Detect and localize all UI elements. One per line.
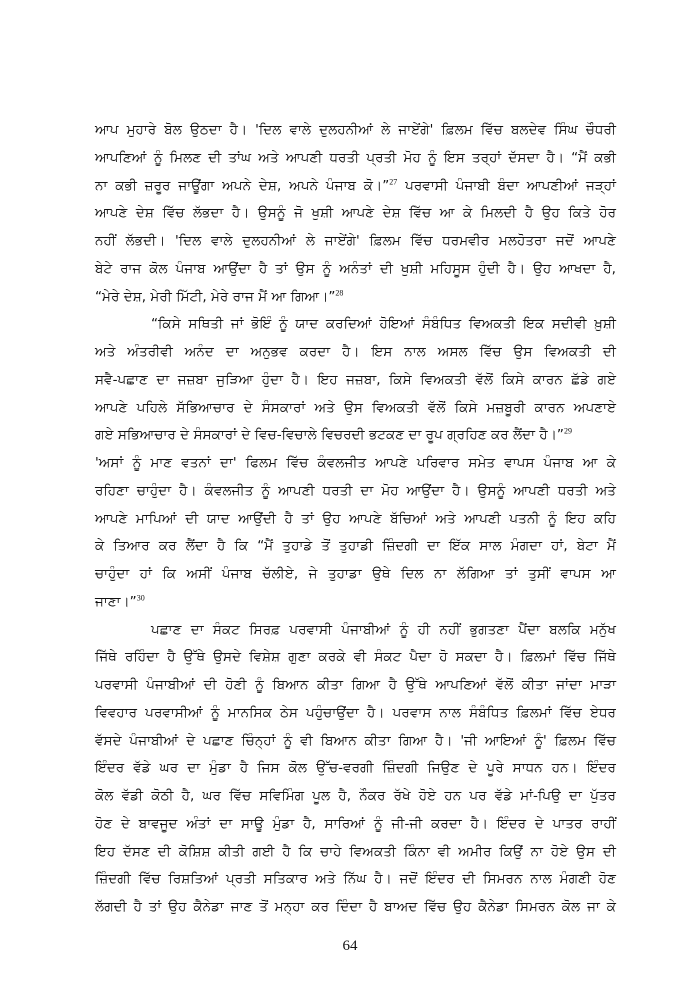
line-text: ਪਰਵਾਸੀ ਪੰਜਾਬੀਆਂ ਦੀ ਹੋਣੀ ਨੂੰ ਬਿਆਨ ਕੀਤਾ ਗਿਆ ਹੈ ਉੱਥੇ ਆਪਣਿਆਂ ਵੱਲੋਂ ਕੀਤਾ ਜਾਂਦਾ ਮਾੜਾ — [95, 677, 616, 693]
text-line — [95, 478, 616, 506]
text-line — [95, 506, 616, 534]
line-text: “ਮੇਰੇ ਦੇਸ਼, ਮੇਰੀ ਮਿੱਟੀ, ਮੇਰੇ ਰਾਜ ਮੈਂ ਆ ਗਿਆ।” — [95, 288, 336, 305]
line-text: ਵਿਵਹਾਰ ਪਰਵਾਸੀਆਂ ਨੂੰ ਮਾਨਸਿਕ ਠੇਸ ਪਹੁੰਚਾਉਂਦਾ ਹੈ। ਪਰਵਾਸ ਨਾਲ ਸੰਬੰਧਿਤ ਫ਼ਿਲਮਾਂ ਵਿੱਚ ਏਧਰ — [95, 704, 616, 721]
text-line — [95, 533, 616, 561]
line-text: ਲੱਗਦੀ ਹੈ ਤਾਂ ਉਹ ਕੈਨੇਡਾ ਜਾਣ ਤੋਂ ਮਨ੍ਹਾ ਕਰ ਦਿੰਦਾ ਹੈ ਬਾਅਦ ਵਿੱਚ ਉਹ ਕੈਨੇਡਾ ਸਿਮਰਨ ਕੋਲ ਜਾ ਕੇ — [95, 899, 616, 915]
text-line — [95, 617, 616, 645]
line-text: ਕੇ ਤਿਆਰ ਕਰ ਲੈਂਦਾ ਹੈ ਕਿ “ਮੈਂ ਤੁਹਾਡੇ ਤੋਂ ਤੁਹਾਡੀ ਜ਼ਿੰਦਗੀ ਦਾ ਇੱਕ ਸਾਲ ਮੰਗਦਾ ਹਾਂ, ਬੇਟਾ ਮੈਂ — [95, 538, 616, 555]
paragraph — [95, 117, 616, 311]
footnote-marker: 30 — [136, 593, 145, 603]
text-line — [95, 894, 616, 922]
line-text: ਵੱਸਦੇ ਪੰਜਾਬੀਆਂ ਦੇ ਪਛਾਣ ਚਿੰਨ੍ਹਾਂ ਨੂੰ ਵੀ ਬਿਆਨ ਕੀਤਾ ਗਿਆ ਹੈ। 'ਜੀ ਆਇਆਂ ਨੂੰ' ਫ਼ਿਲਮ ਵਿੱਚ — [95, 732, 616, 749]
text-line — [95, 783, 616, 811]
text-line — [95, 395, 616, 423]
footnote-marker: 27 — [389, 176, 398, 186]
text-line — [95, 256, 616, 284]
document-body — [95, 117, 616, 922]
text-line — [95, 672, 616, 700]
line-text: ਆਪਣੇ ਪਹਿਲੇ ਸੱਭਿਆਚਾਰ ਦੇ ਸੰਸਕਾਰਾਂ ਅਤੇ ਉਸ ਵਿਅਕਤੀ ਵੱਲੋਂ ਕਿਸੇ ਮਜ਼ਬੂਰੀ ਕਾਰਨ ਅਪਣਾਏ — [95, 399, 616, 416]
paragraph — [95, 617, 616, 922]
text-line — [95, 339, 616, 367]
page-number: 64 — [342, 938, 358, 954]
line-text: ਸਵੈ-ਪਛਾਣ ਦਾ ਜਜ਼ਬਾ ਜੁੜਿਆ ਹੁੰਦਾ ਹੈ। ਇਹ ਜਜ਼ਬਾ, ਕਿਸੇ ਵਿਅਕਤੀ ਵੱਲੋਂ ਕਿਸੇ ਕਾਰਨ ਛੱਡੇ ਗਏ — [95, 371, 616, 388]
line-text: ਇੰਦਰ ਵੱਡੇ ਘਰ ਦਾ ਮੁੰਡਾ ਹੈ ਜਿਸ ਕੋਲ ਉੱਚ-ਵਰਗੀ ਜ਼ਿੰਦਗੀ ਜਿਉਣ ਦੇ ਪੂਰੇ ਸਾਧਨ ਹਨ। ਇੰਦਰ — [95, 760, 616, 777]
text-line — [95, 311, 616, 339]
text-line — [95, 728, 616, 756]
text-line — [95, 173, 616, 201]
text-line — [95, 866, 616, 894]
line-text: ਅਤੇ ਅੰਤਰੀਵੀ ਅਨੰਦ ਦਾ ਅਨੁਭਵ ਕਰਦਾ ਹੈ। ਇਸ ਨਾਲ ਅਸਲ ਵਿੱਚ ਉਸ ਵਿਅਕਤੀ ਦੀ — [95, 344, 616, 360]
line-text-continued: ਪਰਵਾਸੀ ਪੰਜਾਬੀ ਬੰਦਾ ਆਪਣੀਆਂ ਜੜ੍ਹਾਂ — [397, 177, 616, 194]
text-line — [95, 644, 616, 672]
text-line — [95, 367, 616, 395]
text-line — [95, 450, 616, 478]
text-line — [95, 589, 616, 617]
line-text: ਜਿੱਥੇ ਰਹਿੰਦਾ ਹੈ ਉੱਥੇ ਉਸਦੇ ਵਿਸ਼ੇਸ਼ ਗੁਣਾ ਕਰਕੇ ਵੀ ਸੰਕਟ ਪੈਦਾ ਹੋ ਸਕਦਾ ਹੈ। ਫ਼ਿਲਮਾਂ ਵਿੱਚ ਜਿੱਥੇ — [95, 649, 616, 666]
line-text: “ਕਿਸੇ ਸਥਿਤੀ ਜਾਂ ਭੋਇੰ ਨੂੰ ਯਾਦ ਕਰਦਿਆਂ ਹੋਇਆਂ ਸੰਬੰਧਿਤ ਵਿਅਕਤੀ ਇਕ ਸਦੀਵੀ ਖ਼ੁਸ਼ੀ — [151, 316, 616, 333]
text-line — [95, 422, 616, 450]
line-text: ਹੋਣ ਦੇ ਬਾਵਜੂਦ ਅੰਤਾਂ ਦਾ ਸਾਊ ਮੁੰਡਾ ਹੈ, ਸਾਰਿਆਂ ਨੂੰ ਜੀ-ਜੀ ਕਰਦਾ ਹੈ। ਇੰਦਰ ਦੇ ਪਾਤਰ ਰਾਹੀਂ — [95, 815, 616, 832]
line-text: ਰਹਿਣਾ ਚਾਹੁੰਦਾ ਹੈ। ਕੰਵਲਜੀਤ ਨੂੰ ਆਪਣੀ ਧਰਤੀ ਦਾ ਮੋਹ ਆਉਂਦਾ ਹੈ। ਉਸਨੂੰ ਆਪਣੀ ਧਰਤੀ ਅਤੇ — [95, 482, 616, 499]
line-text: ਆਪਣੇ ਮਾਪਿਆਂ ਦੀ ਯਾਦ ਆਉਂਦੀ ਹੈ ਤਾਂ ਉਹ ਆਪਣੇ ਬੱਚਿਆਂ ਅਤੇ ਆਪਣੀ ਪਤਨੀ ਨੂੰ ਇਹ ਕਹਿ — [95, 510, 616, 527]
line-text: ਚਾਹੁੰਦਾ ਹਾਂ ਕਿ ਅਸੀਂ ਪੰਜਾਬ ਚੱਲੀਏ, ਜੇ ਤੁਹਾਡਾ ਉਥੇ ਦਿਲ ਨਾ ਲੱਗਿਆ ਤਾਂ ਤੁਸੀਂ ਵਾਪਸ ਆ — [95, 566, 616, 582]
line-text: ਜ਼ਿੰਦਗੀ ਵਿੱਚ ਰਿਸ਼ਤਿਆਂ ਪ੍ਰਤੀ ਸਤਿਕਾਰ ਅਤੇ ਨਿੱਘ ਹੈ। ਜਦੋਂ ਇੰਦਰ ਦੀ ਸਿਮਰਨ ਨਾਲ ਮੰਗਣੀ ਹੋਣ — [95, 871, 616, 888]
text-line — [95, 284, 616, 312]
line-text: ਆਪਣਿਆਂ ਨੂੰ ਮਿਲਣ ਦੀ ਤਾਂਘ ਅਤੇ ਆਪਣੀ ਧਰਤੀ ਪ੍ਰਤੀ ਮੋਹ ਨੂੰ ਇਸ ਤਰ੍ਹਾਂ ਦੱਸਦਾ ਹੈ। “ਮੈਂ ਕਭੀ — [95, 149, 616, 166]
text-line — [95, 228, 616, 256]
line-text: ਬੇਟੇ ਰਾਜ ਕੋਲ ਪੰਜਾਬ ਆਉਂਦਾ ਹੈ ਤਾਂ ਉਸ ਨੂੰ ਅਨੰਤਾਂ ਦੀ ਖੁਸ਼ੀ ਮਹਿਸੂਸ ਹੁੰਦੀ ਹੈ। ਉਹ ਆਖਦਾ ਹੈ, — [95, 260, 616, 277]
paragraph — [95, 311, 616, 616]
line-text: ਜਾਣਾ।” — [95, 593, 137, 610]
text-line — [95, 117, 616, 145]
line-text: ਪਛਾਣ ਦਾ ਸੰਕਟ ਸਿਰਫ਼ ਪਰਵਾਸੀ ਪੰਜਾਬੀਆਂ ਨੂੰ ਹੀ ਨਹੀਂ ਭੁਗਤਣਾ ਪੈਂਦਾ ਬਲਕਿ ਮਨੁੱਖ — [151, 621, 616, 638]
line-text: ਆਪਣੇ ਦੇਸ਼ ਵਿੱਚ ਲੱਭਦਾ ਹੈ। ਉਸਨੂੰ ਜੋ ਖੁਸ਼ੀ ਆਪਣੇ ਦੇਸ਼ ਵਿੱਚ ਆ ਕੇ ਮਿਲਦੀ ਹੈ ਉਹ ਕਿਤੇ ਹੋਰ — [95, 205, 616, 222]
line-text: ਨਹੀਂ ਲੱਭਦੀ। 'ਦਿਲ ਵਾਲੇ ਦੁਲਹਨੀਆਂ ਲੇ ਜਾਏਂਗੇ' ਫ਼ਿਲਮ ਵਿੱਚ ਧਰਮਵੀਰ ਮਲਹੋਤਰਾ ਜਦੋਂ ਆਪਣੇ — [95, 233, 616, 249]
text-line — [95, 200, 616, 228]
text-line — [95, 145, 616, 173]
footnote-marker: 28 — [335, 287, 344, 297]
line-text: ਇਹ ਦੱਸਣ ਦੀ ਕੋਸ਼ਿਸ਼ ਕੀਤੀ ਗਈ ਹੈ ਕਿ ਚਾਹੇ ਵਿਅਕਤੀ ਕਿੰਨਾ ਵੀ ਅਮੀਰ ਕਿਉਂ ਨਾ ਹੋਏ ਉਸ ਦੀ — [95, 843, 616, 860]
text-line — [95, 561, 616, 589]
text-line — [95, 811, 616, 839]
line-text: ਆਪ ਮੁਹਾਰੇ ਬੋਲ ਉਠਦਾ ਹੈ। 'ਦਿਲ ਵਾਲੇ ਦੁਲਹਨੀਆਂ ਲੇ ਜਾਏਂਗੇ' ਫ਼ਿਲਮ ਵਿੱਚ ਬਲਦੇਵ ਸਿੰਘ ਚੌਧਰੀ — [95, 122, 616, 138]
line-text: ਨਾ ਕਭੀ ਜ਼ਰੂਰ ਜਾਊਂਗਾ ਅਪਨੇ ਦੇਸ਼, ਅਪਨੇ ਪੰਜਾਬ ਕੋ।” — [95, 177, 390, 194]
text-line — [95, 839, 616, 867]
line-text: ਗਏ ਸਭਿਆਚਾਰ ਦੇ ਸੰਸਕਾਰਾਂ ਦੇ ਵਿਚ-ਵਿਚਾਲੇ ਵਿਚਰਦੀ ਭਟਕਣ ਦਾ ਰੂਪ ਗ੍ਰਹਿਣ ਕਰ ਲੈਂਦਾ ਹੈ।” — [95, 427, 564, 444]
footnote-marker: 29 — [563, 426, 572, 436]
line-text: 'ਅਸਾਂ ਨੂੰ ਮਾਣ ਵਤਨਾਂ ਦਾ' ਫਿਲਮ ਵਿੱਚ ਕੰਵਲਜੀਤ ਆਪਣੇ ਪਰਿਵਾਰ ਸਮੇਤ ਵਾਪਸ ਪੰਜਾਬ ਆ ਕੇ — [95, 455, 616, 471]
text-line — [95, 700, 616, 728]
text-line — [95, 755, 616, 783]
line-text: ਕੋਲ ਵੱਡੀ ਕੋਠੀ ਹੈ, ਘਰ ਵਿੱਚ ਸਵਿਮਿੰਗ ਪੂਲ ਹੈ, ਨੌਕਰ ਰੱਖੇ ਹੋਏ ਹਨ ਪਰ ਵੱਡੇ ਮਾਂ-ਪਿਉ ਦਾ ਪੁੱਤਰ — [95, 788, 616, 804]
